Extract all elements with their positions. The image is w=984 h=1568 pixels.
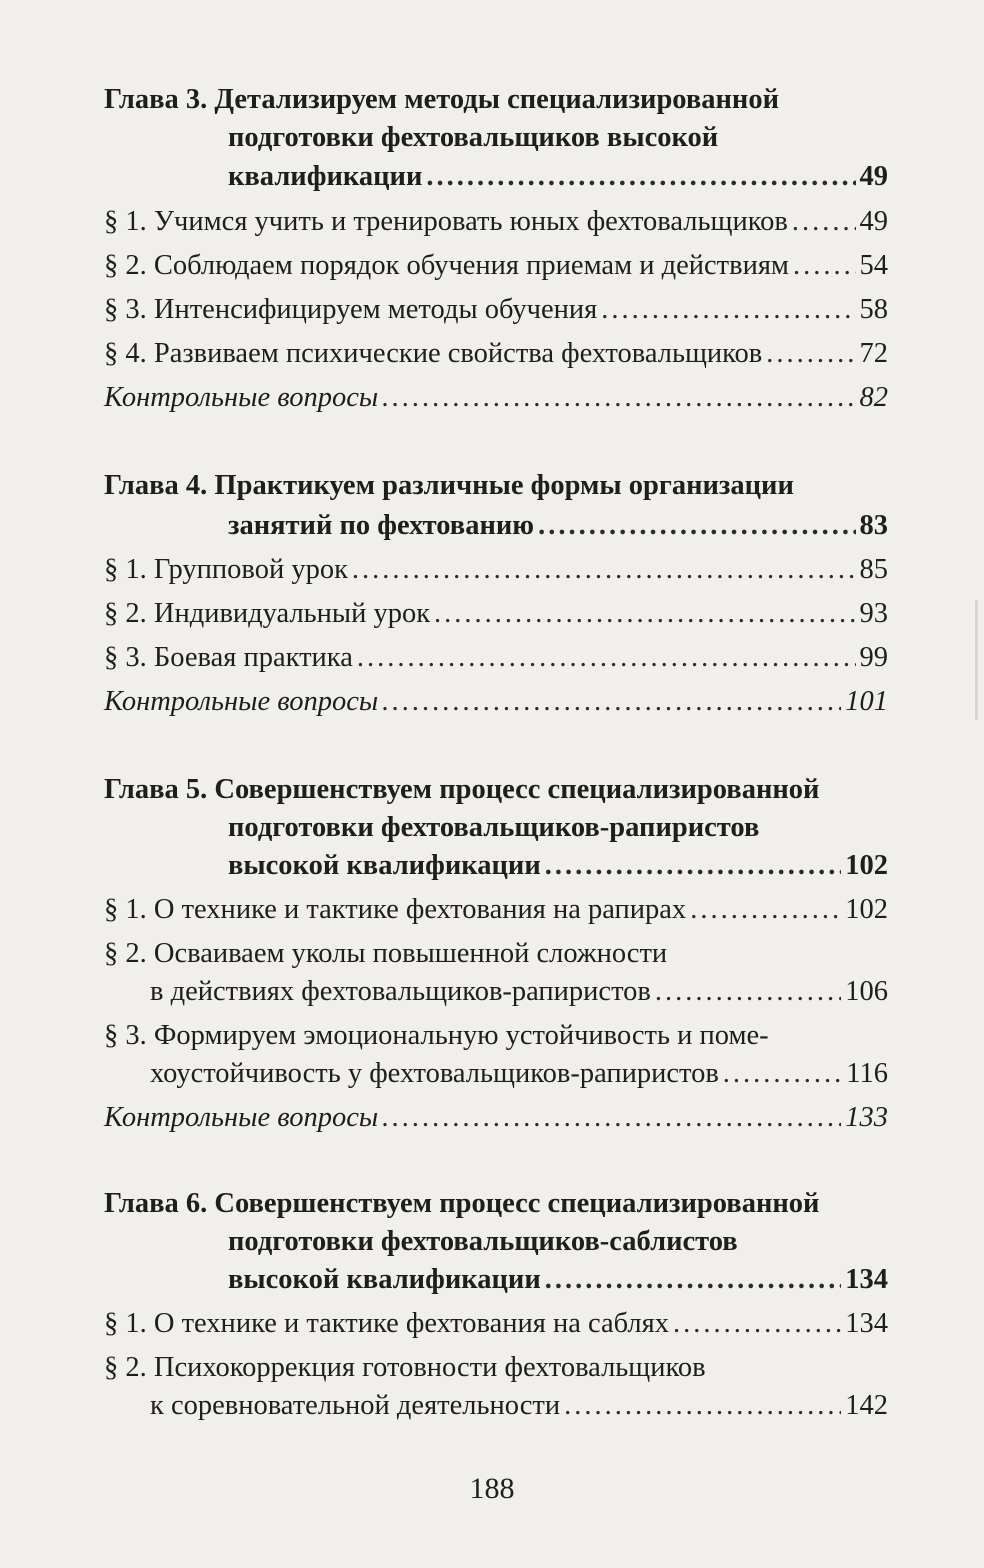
toc-entry-ch5-s1[interactable] <box>104 890 888 930</box>
chapter-6-title-line1: Глава 6. Совершенствуем процесс специализированной <box>104 1188 820 1219</box>
leader-dots <box>545 846 842 886</box>
chapter-4-entry[interactable] <box>228 506 888 546</box>
toc-entry-ch3-s3[interactable] <box>104 290 888 330</box>
leader-dots <box>352 550 856 590</box>
toc-entry-ch6-s1[interactable] <box>104 1304 888 1344</box>
leader-dots <box>434 594 855 634</box>
toc-entry-page: 142 <box>845 1390 888 1421</box>
toc-entry-text: § 3. Боевая практика <box>104 642 353 673</box>
leader-dots <box>382 1098 841 1138</box>
chapter-6-title-line3: высокой квалификации <box>228 1264 541 1295</box>
chapter-3-title-line3: квалификации <box>228 161 423 192</box>
leader-dots <box>382 378 855 418</box>
chapter-5-title-line2: подготовки фехтовальщиков-рапиристов <box>228 812 760 843</box>
chapter-3-entry[interactable] <box>228 157 888 197</box>
leader-dots <box>673 1304 841 1344</box>
leader-dots <box>564 1386 841 1426</box>
toc-entry-text: к соревновательной деятельности <box>150 1390 561 1421</box>
toc-entry-text: хоустойчивость у фехтовальщиков-рапиристов <box>150 1058 719 1089</box>
chapter-4-title-line1: Глава 4. Практикуем различные формы организации <box>104 470 794 501</box>
chapter-3-title-line1: Глава 3. Детализируем методы специализированной <box>104 84 779 115</box>
toc-entry-page: 133 <box>845 1102 888 1133</box>
toc-entry-page: 99 <box>859 642 888 673</box>
toc-entry-text: § 1. О технике и тактике фехтования на саблях <box>104 1308 670 1339</box>
chapter-4-title-line2: занятий по фехтованию <box>228 510 535 541</box>
chapter-6-page: 134 <box>845 1264 888 1295</box>
toc-entry-page: 72 <box>859 338 888 369</box>
toc-entry-ch5-questions[interactable] <box>104 1098 888 1138</box>
chapter-5-title-line1: Глава 5. Совершенствуем процесс специализированной <box>104 774 820 805</box>
page-number: 188 <box>469 1472 515 1505</box>
chapter-5-page: 102 <box>845 850 888 881</box>
leader-dots <box>690 890 841 930</box>
toc-entry-page: 54 <box>859 250 888 281</box>
leader-dots <box>766 334 855 374</box>
leader-dots <box>723 1054 843 1094</box>
toc-entry-text: § 1. Групповой урок <box>104 554 348 585</box>
toc-entry-ch3-s2[interactable] <box>104 246 888 286</box>
chapter-5-title-line3: высокой квалификации <box>228 850 541 881</box>
leader-dots <box>545 1260 842 1300</box>
toc-entry-ch5-s3-line1[interactable] <box>104 1016 769 1056</box>
toc-entry-text: § 1. Учимся учить и тренировать юных фехтовальщиков <box>104 206 788 237</box>
toc-entry-page: 134 <box>845 1308 888 1339</box>
toc-entry-text: в действиях фехтовальщиков-рапиристов <box>150 976 651 1007</box>
toc-entry-text: § 4. Развиваем психические свойства фехтовальщиков <box>104 338 763 369</box>
chapter-3-title-line2: подготовки фехтовальщиков высокой <box>228 122 719 153</box>
toc-entry-text: § 1. О технике и тактике фехтования на рапирах <box>104 894 687 925</box>
toc-entry-ch5-s2-line1[interactable] <box>104 934 667 974</box>
chapter-4-page: 83 <box>859 510 888 541</box>
toc-entry-ch3-s1[interactable] <box>104 202 888 242</box>
toc-entry-page: 106 <box>845 976 888 1007</box>
toc-entry-ch4-questions[interactable] <box>104 682 888 722</box>
toc-entry-text: Контрольные вопросы <box>104 382 379 413</box>
leader-dots <box>792 202 856 242</box>
chapter-6-title-line2: подготовки фехтовальщиков-саблистов <box>228 1226 738 1257</box>
chapter-6-entry[interactable] <box>228 1260 888 1300</box>
toc-entry-page: 85 <box>859 554 888 585</box>
leader-dots <box>601 290 855 330</box>
toc-entry-ch3-questions[interactable] <box>104 378 888 418</box>
toc-entry-text: § 2. Индивидуальный урок <box>104 598 431 629</box>
toc-entry-ch6-s2-line2[interactable] <box>150 1386 888 1426</box>
leader-dots <box>655 972 841 1012</box>
toc-entry-text: § 3. Формируем эмоциональную устойчивость и поме- <box>104 1020 769 1051</box>
leader-dots <box>793 246 856 286</box>
toc-entry-text: § 2. Психокоррекция готовности фехтовальщиков <box>104 1352 706 1383</box>
toc-entry-page: 49 <box>859 206 888 237</box>
toc-entry-ch6-s2-line1[interactable] <box>104 1348 706 1388</box>
leader-dots <box>426 157 855 197</box>
toc-entry-text: § 2. Осваиваем уколы повышенной сложности <box>104 938 668 969</box>
toc-entry-text: Контрольные вопросы <box>104 1102 379 1133</box>
toc-entry-page: 82 <box>859 382 888 413</box>
toc-entry-ch5-s2-line2[interactable] <box>150 972 888 1012</box>
leader-dots <box>382 682 841 722</box>
toc-entry-ch3-s4[interactable] <box>104 334 888 374</box>
toc-entry-ch4-s2[interactable] <box>104 594 888 634</box>
toc-entry-ch4-s3[interactable] <box>104 638 888 678</box>
leader-dots <box>357 638 856 678</box>
toc-entry-ch5-s3-line2[interactable] <box>150 1054 888 1094</box>
toc-entry-page: 93 <box>859 598 888 629</box>
toc-entry-page: 101 <box>845 686 888 717</box>
toc-entry-page: 58 <box>859 294 888 325</box>
chapter-3-page: 49 <box>859 161 888 192</box>
page-edge-shadow <box>975 600 978 720</box>
toc-entry-page: 116 <box>846 1058 888 1089</box>
toc-entry-text: § 2. Соблюдаем порядок обучения приемам и действиям <box>104 250 789 281</box>
toc-entry-ch4-s1[interactable] <box>104 550 888 590</box>
leader-dots <box>538 506 855 546</box>
toc-entry-page: 102 <box>845 894 888 925</box>
chapter-5-entry[interactable] <box>228 846 888 886</box>
toc-entry-text: Контрольные вопросы <box>104 686 379 717</box>
toc-entry-text: § 3. Интенсифицируем методы обучения <box>104 294 598 325</box>
